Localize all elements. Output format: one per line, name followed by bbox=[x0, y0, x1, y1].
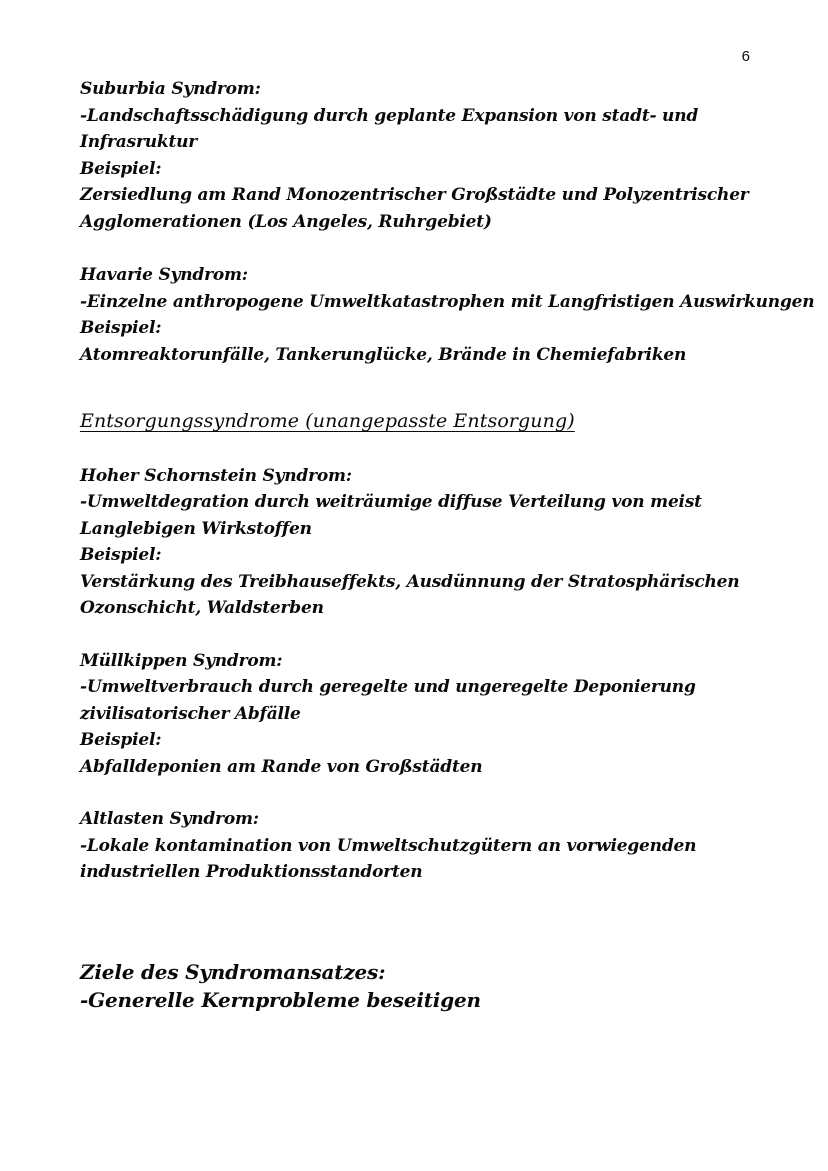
example-text: Zersiedlung am Rand Monozentrischer Großstädte und Polyzentrischer bbox=[80, 185, 749, 205]
syndrome-description: zivilisatorischer Abfälle bbox=[80, 703, 301, 724]
example-label: Beispiel: bbox=[80, 318, 162, 338]
goals-title: Ziele des Syndromansatzes: bbox=[80, 959, 386, 984]
syndrome-description: -Umweltdegration durch weiträumige diffuse Verteilung von meist bbox=[80, 492, 702, 512]
syndrome-title: Hoher Schornstein Syndrom: bbox=[80, 465, 352, 486]
suburbia-syndrom-block bbox=[80, 76, 770, 235]
syndrome-description: industriellen Produktionsstandorten bbox=[80, 862, 423, 882]
havarie-syndrom-block bbox=[80, 262, 815, 368]
example-text: Agglomerationen (Los Angeles, Ruhrgebiet) bbox=[80, 211, 492, 232]
syndrome-description: Infrasruktur bbox=[80, 132, 198, 152]
example-label: Beispiel: bbox=[80, 158, 162, 179]
ziele-block bbox=[80, 958, 770, 1014]
document-body bbox=[80, 76, 815, 1014]
example-label: Beispiel: bbox=[80, 545, 162, 565]
syndrome-description: -Landschaftsschädigung durch geplante Expansion von stadt- und bbox=[80, 105, 699, 126]
syndrome-title: Havarie Syndrom: bbox=[80, 265, 248, 285]
altlasten-syndrom-block bbox=[80, 806, 770, 886]
syndrome-title: Suburbia Syndrom: bbox=[80, 79, 261, 99]
syndrome-description: -Lokale kontamination von Umweltschutzgütern an vorwiegenden bbox=[80, 835, 697, 856]
syndrome-description: Langlebigen Wirkstoffen bbox=[80, 518, 312, 539]
section-heading-block bbox=[80, 408, 770, 436]
syndrome-description: -Umweltverbrauch durch geregelte und ungeregelte Deponierung bbox=[80, 677, 696, 697]
syndrome-title: Müllkippen Syndrom: bbox=[80, 650, 283, 671]
hoher-schornstein-syndrom-block bbox=[80, 463, 770, 622]
example-text: Atomreaktorunfälle, Tankerunglücke, Brände in Chemiefabriken bbox=[80, 344, 687, 365]
page-number: 6 bbox=[741, 48, 750, 65]
example-text: Abfalldeponien am Rande von Großstädten bbox=[80, 756, 483, 777]
syndrome-title: Altlasten Syndrom: bbox=[80, 809, 259, 829]
syndrome-description: -Einzelne anthropogene Umweltkatastrophen mit Langfristigen Auswirkungen bbox=[80, 291, 815, 312]
example-label: Beispiel: bbox=[80, 730, 162, 750]
example-text: Verstärkung des Treibhauseffekts, Ausdünnung der Stratosphärischen bbox=[80, 571, 740, 592]
section-heading: Entsorgungssyndrome (unangepasste Entsorgung) bbox=[80, 410, 575, 432]
goals-text: -Generelle Kernprobleme beseitigen bbox=[80, 987, 481, 1012]
example-text: Ozonschicht, Waldsterben bbox=[80, 598, 324, 618]
muellkippen-syndrom-block bbox=[80, 648, 770, 781]
